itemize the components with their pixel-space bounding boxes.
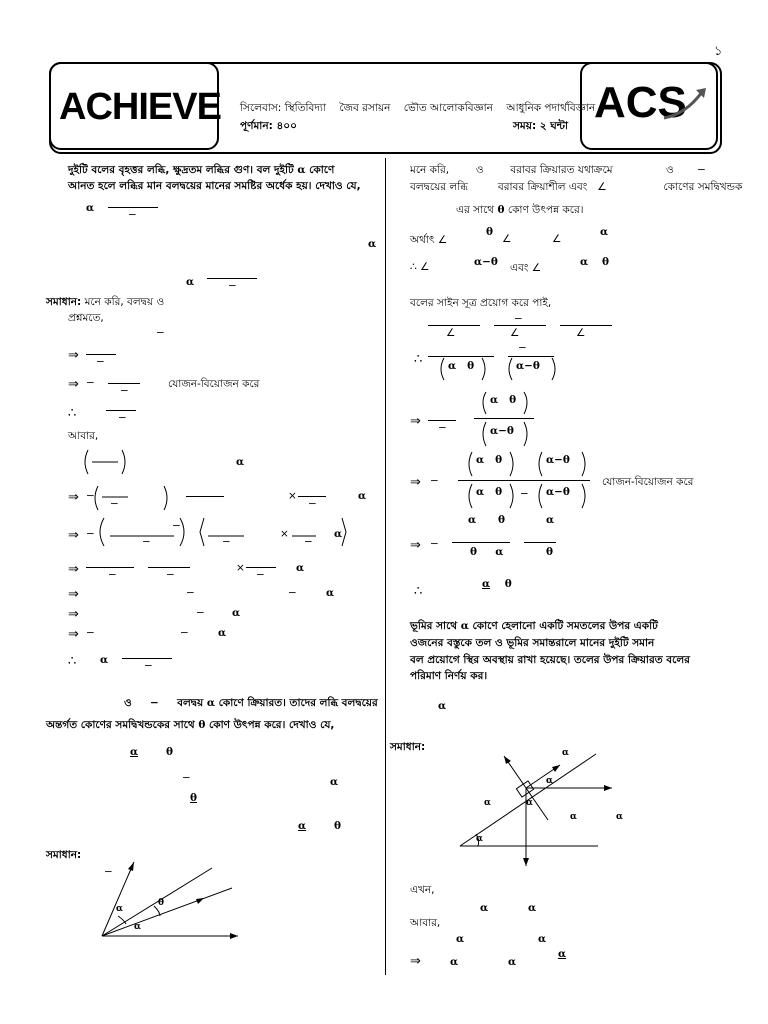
minus-sign: −: [222, 536, 231, 548]
implies-sign: ⇒: [68, 377, 79, 392]
theta-alpha-bottom: θ α: [470, 546, 504, 558]
and-line: এবং ∠: [510, 262, 542, 274]
minus-sign: −: [144, 660, 153, 672]
implies-sign: ⇒: [68, 348, 79, 363]
fraction-bar: [86, 567, 134, 568]
alpha-symbol: α: [476, 834, 483, 844]
q3-line1: ভূমির সাথে α কোণে হেলানো একটি সমতলের উপর একটি: [410, 620, 658, 632]
alpha-symbol: α: [570, 812, 577, 822]
fraction-bar: [122, 658, 172, 659]
alpha-symbol: α: [100, 654, 109, 666]
minus-sign: −: [518, 342, 527, 354]
alpha-symbol: α: [130, 746, 139, 758]
alpha-theta-sum: α θ: [448, 360, 475, 372]
therefore-sign: ∴: [68, 654, 77, 669]
alpha-symbol: α: [450, 956, 459, 968]
minus-sign: −: [120, 385, 129, 397]
fraction-bar: [428, 420, 456, 421]
exam-time: সময়: ২ ঘন্টা: [513, 120, 569, 132]
solution-3: সমাধান:: [390, 741, 426, 753]
therefore-line: ∴ ∠: [410, 261, 430, 273]
add-sub-note: যোজন-বিয়োজন করে: [602, 476, 694, 488]
minus-sign: −: [166, 569, 175, 581]
again-label: আবার,: [68, 430, 99, 442]
fraction-bar: [86, 354, 116, 355]
bracket-expression: [92, 484, 172, 514]
times-sign: ×: [236, 562, 245, 574]
theta-symbol: θ: [602, 256, 610, 268]
alpha-symbol: α: [326, 587, 335, 599]
minus-sign: −: [308, 498, 317, 510]
angle-sign: ∠: [502, 233, 512, 245]
minus-sign: −: [128, 209, 137, 221]
syllabus: সিলেবাস: স্থিতিবিদ্যা জৈব রসায়ন ভৌত আলোকবিজ্ঞান আধুনিক পদার্থবিজ্ঞান: [240, 102, 596, 114]
q3-line2: ওজনের বস্তুকে তল ও ভূমির সমান্তরালে মানের দুইটি সমান: [410, 637, 655, 649]
minus-sign: −: [142, 536, 151, 548]
times-sign: ×: [280, 528, 289, 540]
q2-line1: ও − বলদ্বয় α কোণে ক্রিয়ারত। তাদের লব্ধি বলদ্বয়ের: [124, 697, 378, 709]
add-sub-note: যোজন-বিয়োজন করে: [168, 378, 260, 390]
q3-line4: পরিমাণ নির্ণয় কর।: [410, 670, 488, 682]
alpha-symbol: α: [484, 798, 491, 808]
alpha-symbol: α: [562, 748, 569, 758]
implies-sign: ⇒: [410, 475, 421, 490]
minus-sign: −: [86, 490, 95, 502]
theta-symbol: θ: [546, 546, 554, 558]
implies-sign: ⇒: [68, 562, 79, 577]
alpha-symbol: α: [508, 956, 517, 968]
alpha-symbol: α: [116, 904, 123, 914]
alpha-symbol: α: [330, 776, 339, 788]
minus-sign: −: [430, 475, 439, 487]
column-divider: [385, 158, 386, 975]
bracket-expression: [82, 448, 128, 476]
alpha-symbol: α: [358, 490, 367, 502]
angle-sign: ∠: [446, 327, 456, 339]
alpha-symbol: α: [298, 820, 307, 832]
r1-line1: মনে করি, ও বরাবর ক্রিয়ারত যথাক্রমে ও −: [410, 164, 706, 176]
fraction-bar: [524, 542, 556, 543]
full-marks: পূর্ণমান: ৪০০: [240, 120, 297, 132]
angle-sign: ∠: [552, 233, 562, 245]
fraction-bar: [494, 325, 546, 326]
angle-sign: ∠: [510, 327, 520, 339]
minus-sign: −: [196, 607, 205, 619]
q2-line2: অন্তর্গত কোণের সমদ্বিখন্ডকের সাথে θ কোণ উৎপন্ন করে। দেখাও যে,: [46, 719, 335, 731]
q1-line2: আনত হলে লব্ধির মান বলদ্বয়ের মানের সমষ্টির অর্ধেক হয়। দেখাও যে,: [68, 180, 361, 192]
incline-diagram: [456, 744, 636, 868]
alpha-symbol: α: [134, 922, 141, 932]
fraction-bar: [298, 496, 326, 497]
minus-sign: −: [182, 772, 191, 784]
fraction-bar: [560, 325, 612, 326]
implies-sign: ⇒: [68, 607, 79, 622]
q1-line1: দুইটি বলের বৃহত্তর লব্ধি, ক্ষুদ্রতম লব্ধির গুণ। বল দুইটি α কোণে: [68, 164, 335, 176]
theta-symbol: θ: [158, 898, 165, 908]
minus-sign: −: [86, 377, 95, 389]
alpha-symbol: α: [438, 700, 447, 712]
arthat-line: অর্থাৎ ∠: [410, 234, 448, 246]
implies-sign: ⇒: [68, 587, 79, 602]
alpha-symbol: α: [232, 607, 241, 619]
alpha-theta-sum: α θ: [476, 486, 503, 498]
alpha-theta-top: α θ: [468, 514, 506, 526]
again-label: আবার,: [410, 917, 441, 929]
alpha-symbol: α: [186, 276, 195, 288]
angle-sign: ∠: [576, 327, 586, 339]
sine-rule-line: বলের সাইন সূত্র প্রয়োগ করে পাই,: [410, 297, 552, 309]
alpha-symbol: α: [456, 933, 465, 945]
minus-sign: −: [108, 569, 117, 581]
alpha-theta-diff: α−θ: [546, 454, 570, 466]
fraction-bar: [452, 542, 510, 543]
acs-logo: ACS: [580, 62, 718, 150]
minus-sign: −: [156, 327, 165, 339]
fraction-bar: [207, 278, 257, 279]
alpha-symbol: α: [546, 514, 555, 526]
implies-sign: ⇒: [68, 627, 79, 642]
minus-sign: −: [86, 528, 95, 540]
alpha-symbol: α: [558, 948, 567, 960]
implies-sign: ⇒: [410, 954, 421, 969]
minus-sign: −: [288, 587, 297, 599]
theta-symbol: θ: [334, 820, 342, 832]
minus-sign: −: [118, 412, 127, 424]
implies-sign: ⇒: [410, 538, 421, 553]
alpha-symbol: α: [236, 456, 245, 468]
theta-symbol: θ: [166, 746, 174, 758]
alpha-symbol: α: [538, 933, 547, 945]
alpha-symbol: α: [86, 202, 95, 214]
theta-symbol: θ: [190, 792, 198, 804]
fraction-bar: [108, 207, 158, 208]
alpha-symbol: α: [480, 902, 489, 914]
per-question: প্রশ্নমতে,: [68, 312, 104, 324]
minus-sign: −: [104, 866, 113, 878]
minus-sign: −: [304, 536, 313, 548]
minus-sign: −: [520, 488, 529, 500]
minus-sign: −: [438, 422, 447, 434]
alpha-symbol: α: [616, 812, 623, 822]
alpha-symbol: α: [600, 226, 609, 238]
implies-sign: ⇒: [68, 490, 79, 505]
minus-sign: −: [186, 587, 195, 599]
solution-1: সমাধান: মনে করি, বলদ্বয় ও: [46, 296, 165, 308]
alpha-theta-diff: α−θ: [546, 486, 570, 498]
fraction-bar: [246, 567, 276, 568]
alpha-theta-sum: α θ: [490, 394, 517, 406]
minus-sign: −: [96, 356, 105, 368]
alpha-symbol: α: [526, 798, 533, 808]
therefore-sign: ∴: [414, 352, 423, 367]
alpha-symbol: α: [218, 627, 227, 639]
alpha-symbol: α: [368, 238, 377, 250]
alpha-symbol: α: [546, 776, 553, 786]
minus-sign: −: [180, 627, 189, 639]
minus-sign: −: [172, 520, 181, 532]
minus-sign: −: [110, 498, 119, 510]
r1-line3: এর সাথে θ কোণ উৎপন্ন করে।: [456, 204, 584, 216]
alpha-symbol: α: [334, 528, 343, 540]
minus-sign: −: [228, 280, 237, 292]
times-sign: ×: [288, 490, 297, 502]
minus-sign: −: [430, 538, 439, 550]
force-diagram: [96, 858, 246, 942]
alpha-theta-sum: α θ: [476, 454, 503, 466]
therefore-sign: ∴: [414, 584, 423, 599]
alpha-theta-diff: α−θ: [490, 425, 514, 437]
alpha-symbol: α: [528, 902, 537, 914]
fraction-bar: [108, 383, 140, 384]
fraction-bar: [148, 567, 190, 568]
solution-2: সমাধান:: [46, 849, 82, 861]
alpha-symbol: α: [580, 256, 589, 268]
fraction-bar: [186, 496, 224, 497]
theta-symbol: θ: [486, 226, 494, 238]
minus-sign: −: [514, 313, 523, 325]
arrow-icon: [660, 84, 710, 124]
minus-sign: −: [256, 569, 265, 581]
theta-expr: α−θ: [474, 256, 498, 268]
fraction-bar: [106, 410, 136, 411]
alpha-symbol: α: [296, 562, 305, 574]
q3-line3: বল প্রয়োগে স্থির অবস্থায় রাখা হয়েছে। তলের উপর ক্রিয়ারত বলের: [410, 654, 690, 666]
minus-sign: −: [86, 627, 95, 639]
fraction-bar: [428, 325, 480, 326]
alpha-theta-result: α θ: [482, 578, 512, 590]
achieve-logo: ACHIEVE: [49, 62, 219, 150]
now-label: এখন,: [410, 884, 435, 896]
alpha-theta-diff: α−θ: [516, 360, 540, 372]
implies-sign: ⇒: [410, 414, 421, 429]
implies-sign: ⇒: [68, 528, 79, 543]
therefore-sign: ∴: [68, 406, 77, 421]
r1-line2: বলদ্বয়ের লব্ধি বরাবর ক্রিয়াশীল এবং ∠ কোণের সমদ্বিখন্ডক: [410, 181, 743, 193]
page-number: ১: [714, 44, 723, 59]
